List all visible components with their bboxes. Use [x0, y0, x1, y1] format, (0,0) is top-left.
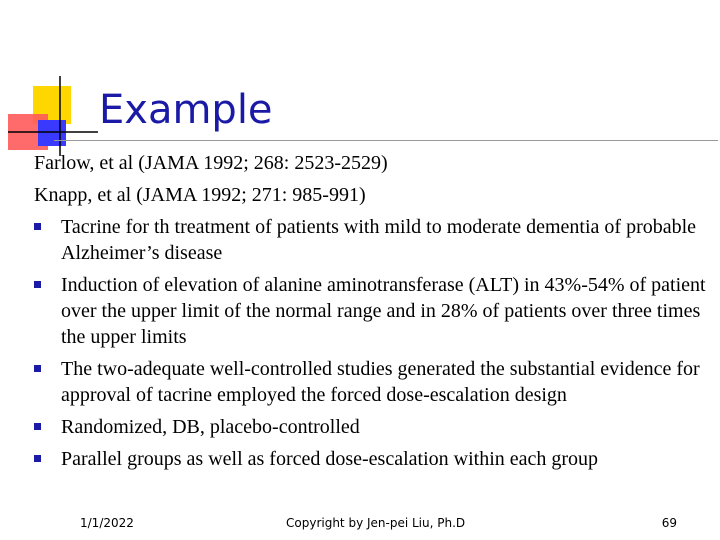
bullet-item: [34, 446, 714, 472]
square-bullet-icon: [34, 423, 41, 430]
square-bullet-icon: [34, 223, 41, 230]
bullet-item: [34, 414, 714, 440]
bullet-text: The two-adequate well-controlled studies generated the substantial evidence for approval of tacrine employed the forced dose-escalation design: [61, 358, 700, 406]
slide-title: Example: [99, 87, 273, 133]
square-bullet-icon: [34, 455, 41, 462]
footer-copyright: Copyright by Jen-pei Liu, Ph.D: [286, 516, 466, 530]
bullet-item: [34, 356, 714, 408]
bullet-text: Randomized, DB, placebo-controlled: [61, 416, 360, 438]
bullet-item: [34, 214, 714, 266]
square-bullet-icon: [34, 365, 41, 372]
bullet-item: [34, 272, 714, 350]
footer-date: 1/1/2022: [80, 516, 134, 530]
bullet-text: Tacrine for th treatment of patients with mild to moderate dementia of probable Alzheimer’s disease: [61, 216, 697, 264]
bullet-text: Parallel groups as well as forced dose-escalation within each group: [61, 448, 599, 470]
ppt-square-logo-icon: [8, 76, 98, 156]
title-divider: [54, 140, 718, 141]
square-bullet-icon: [34, 281, 41, 288]
footer-page-number: 69: [661, 516, 677, 530]
reference-line: Knapp, et al (JAMA 1992; 271: 985-991): [34, 184, 366, 206]
reference-line: Farlow, et al (JAMA 1992; 268: 2523-2529): [34, 152, 388, 174]
bullet-text: Induction of elevation of alanine aminotransferase (ALT) in 43%-54% of patient over the upper limit of the normal range and in 28% of patients over three times the upper limits: [61, 274, 706, 348]
slide-body: [34, 150, 714, 478]
